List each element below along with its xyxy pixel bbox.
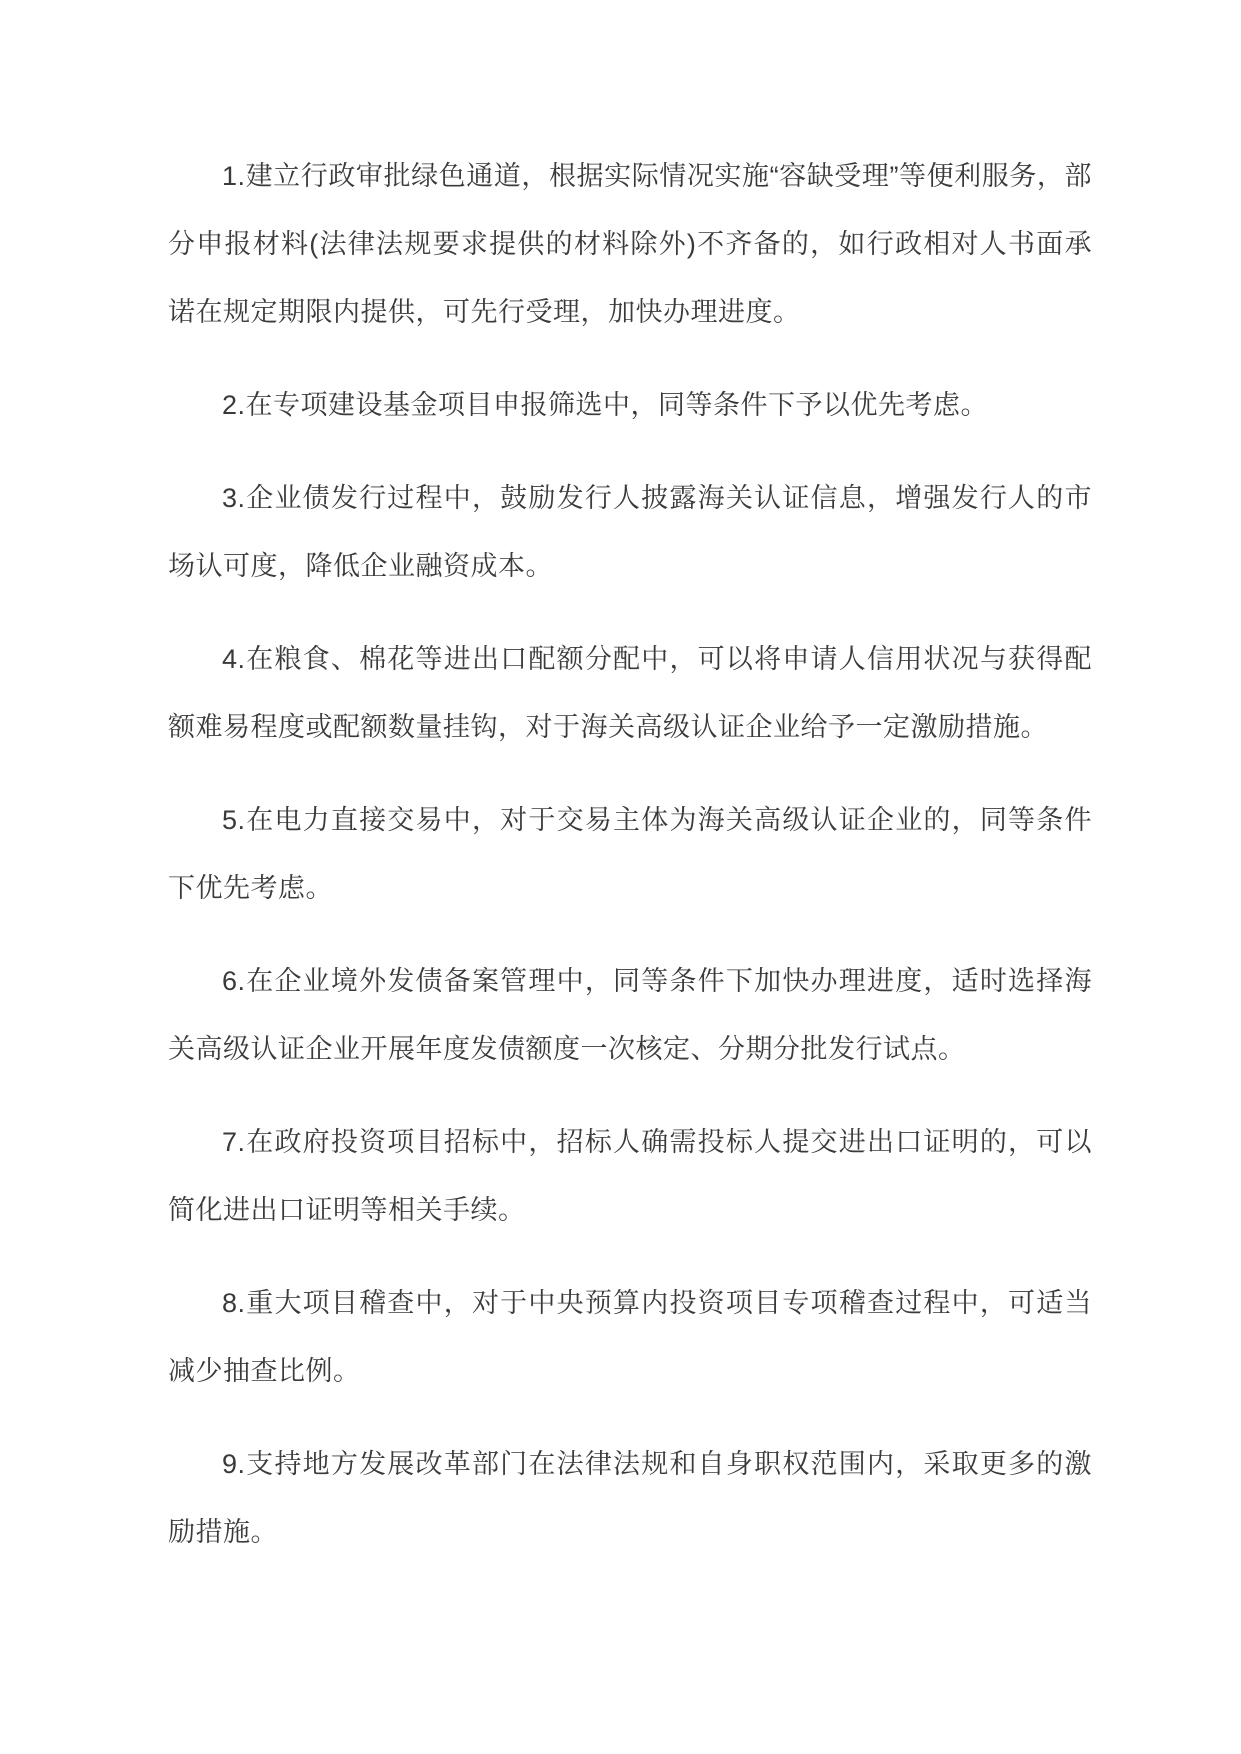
paragraph-8: 8.重大项目稽查中，对于中央预算内投资项目专项稽查过程中，可适当减少抽查比例。 (168, 1288, 1092, 1386)
paragraph-4: 4.在粮食、棉花等进出口配额分配中，可以将申请人信用状况与获得配额难易程度或配额数量挂钩，对于海关高级认证企业给予一定激励措施。 (168, 644, 1092, 742)
paragraph-5: 5.在电力直接交易中，对于交易主体为海关高级认证企业的，同等条件下优先考虑。 (168, 805, 1092, 903)
document-text-block (168, 142, 1092, 1566)
paragraph-3: 3.企业债发行过程中，鼓励发行人披露海关认证信息，增强发行人的市场认可度，降低企业融资成本。 (168, 483, 1092, 581)
paragraph-2: 2.在专项建设基金项目申报筛选中，同等条件下予以优先考虑。 (222, 390, 989, 420)
paragraph-9: 9.支持地方发展改革部门在法律法规和自身职权范围内，采取更多的激励措施。 (168, 1449, 1092, 1547)
paragraph-6: 6.在企业境外发债备案管理中，同等条件下加快办理进度，适时选择海关高级认证企业开展年度发债额度一次核定、分期分批发行试点。 (168, 966, 1092, 1064)
paragraph-1: 1.建立行政审批绿色通道，根据实际情况实施“容缺受理”等便利服务，部分申报材料(法律法规要求提供的材料除外)不齐备的，如行政相对人书面承诺在规定期限内提供，可先行受理，加快办理进度。 (168, 161, 1092, 327)
paragraph-7: 7.在政府投资项目招标中，招标人确需投标人提交进出口证明的，可以简化进出口证明等相关手续。 (168, 1127, 1092, 1225)
